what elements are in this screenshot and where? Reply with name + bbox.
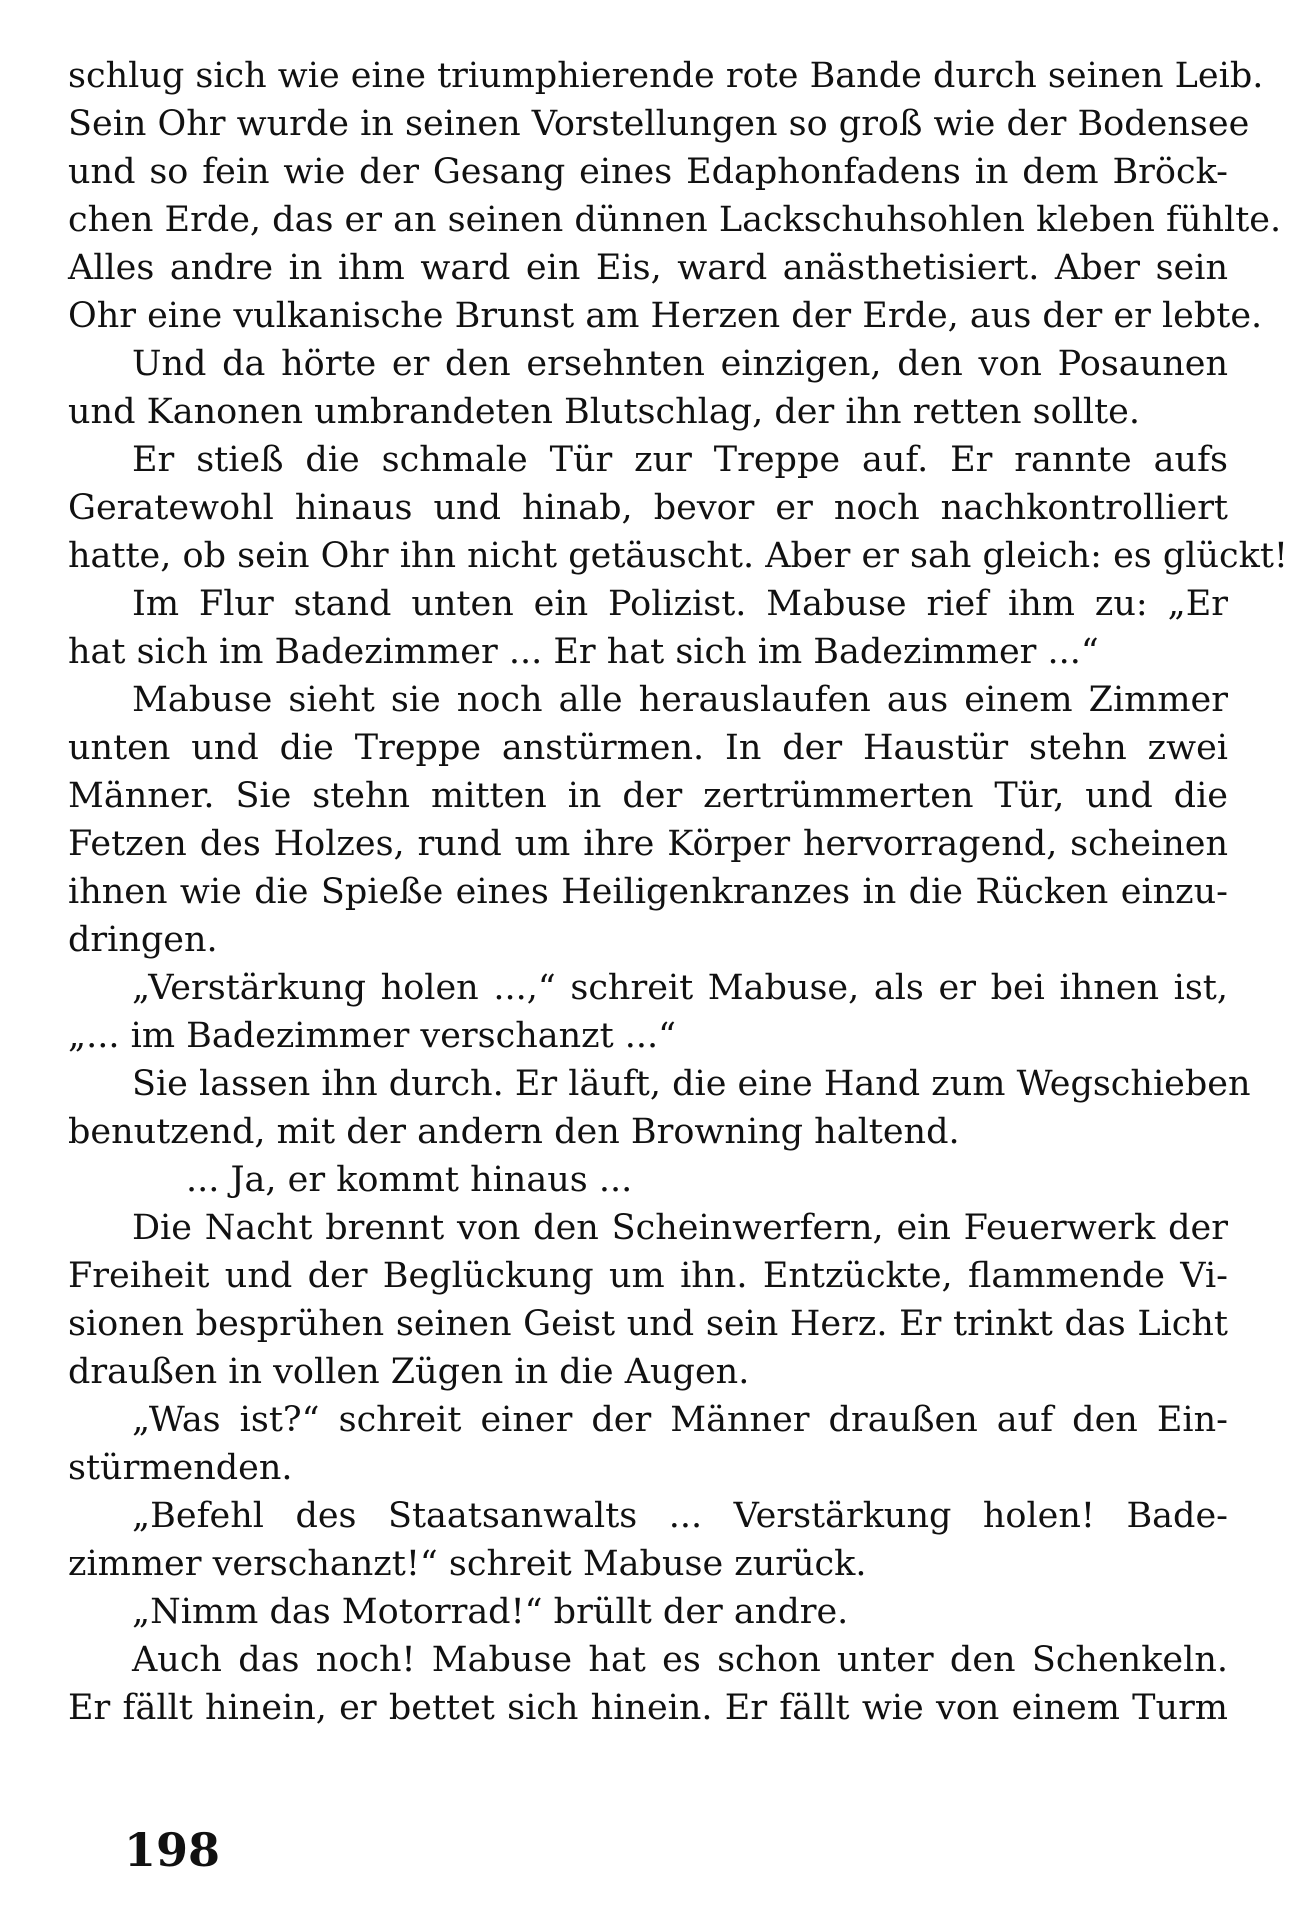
text-line: Freiheit und der Beglückung um ihn. Entzückte, flammende Vi- — [68, 1256, 1228, 1296]
text-line: zimmer verschanzt!“ schreit Mabuse zurück. — [68, 1544, 867, 1584]
text-line: „Nimm das Motorrad!“ brüllt der andre. — [132, 1592, 849, 1632]
text-line: draußen in vollen Zügen in die Augen. — [68, 1352, 750, 1392]
text-line: benutzend, mit der andern den Browning haltend. — [68, 1112, 960, 1152]
text-line: ... Ja, er kommt hinaus ... — [186, 1160, 633, 1200]
text-line: „Verstärkung holen ...,“ schreit Mabuse, als er bei ihnen ist, — [132, 968, 1228, 1008]
text-line: Auch das noch! Mabuse hat es schon unter den Schenkeln. — [132, 1640, 1228, 1680]
text-line: Und da hörte er den ersehnten einzigen, den von Posaunen — [132, 344, 1228, 384]
text-line: Er fällt hinein, er bettet sich hinein. Er fällt wie von einem Turm — [68, 1688, 1228, 1728]
book-page — [68, 52, 1288, 1877]
text-line: Sie lassen ihn durch. Er läuft, die eine Hand zum Wegschieben — [132, 1064, 1251, 1104]
page-number: 198 — [124, 1823, 221, 1877]
text-line: und Kanonen umbrandeten Blutschlag, der ihn retten sollte. — [68, 392, 1140, 432]
text-line: hatte, ob sein Ohr ihn nicht getäuscht. Aber er sah gleich: es glückt! — [68, 536, 1288, 576]
text-line: Die Nacht brennt von den Scheinwerfern, ein Feuerwerk der — [132, 1208, 1228, 1248]
text-line: Mabuse sieht sie noch alle herauslaufen aus einem Zimmer — [132, 680, 1228, 720]
text-line: schlug sich wie eine triumphierende rote Bande durch seinen Leib. — [68, 56, 1264, 96]
text-line: Ohr eine vulkanische Brunst am Herzen der Erde, aus der er lebte. — [68, 296, 1263, 336]
text-line: Er stieß die schmale Tür zur Treppe auf. Er rannte aufs — [132, 440, 1228, 480]
text-line: und so fein wie der Gesang eines Edaphonfadens in dem Bröck- — [68, 152, 1228, 192]
text-line: Im Flur stand unten ein Polizist. Mabuse rief ihm zu: „Er — [132, 584, 1228, 624]
text-line: „... im Badezimmer verschanzt ...“ — [68, 1016, 677, 1056]
text-line: Fetzen des Holzes, rund um ihre Körper hervorragend, scheinen — [68, 824, 1228, 864]
text-line: Alles andre in ihm ward ein Eis, ward anästhetisiert. Aber sein — [68, 248, 1228, 288]
text-line: „Was ist?“ schreit einer der Männer draußen auf den Ein- — [132, 1400, 1228, 1440]
text-line: chen Erde, das er an seinen dünnen Lackschuhsohlen kleben fühlte. — [68, 200, 1282, 240]
text-line: ihnen wie die Spieße eines Heiligenkranzes in die Rücken einzu- — [68, 872, 1228, 912]
text-line: unten und die Treppe anstürmen. In der Haustür stehn zwei — [68, 728, 1228, 768]
text-line: stürmenden. — [68, 1448, 293, 1488]
text-line: hat sich im Badezimmer ... Er hat sich im Badezimmer ...“ — [68, 632, 1099, 672]
text-line: dringen. — [68, 920, 218, 960]
text-line: Männer. Sie stehn mitten in der zertrümmerten Tür, und die — [68, 776, 1228, 816]
text-line: „Befehl des Staatsanwalts ... Verstärkung holen! Bade- — [132, 1496, 1228, 1536]
text-line: Sein Ohr wurde in seinen Vorstellungen so groß wie der Bodensee — [68, 104, 1250, 144]
text-line: sionen besprühen seinen Geist und sein Herz. Er trinkt das Licht — [68, 1304, 1228, 1344]
text-line: Geratewohl hinaus und hinab, bevor er noch nachkontrolliert — [68, 488, 1228, 528]
